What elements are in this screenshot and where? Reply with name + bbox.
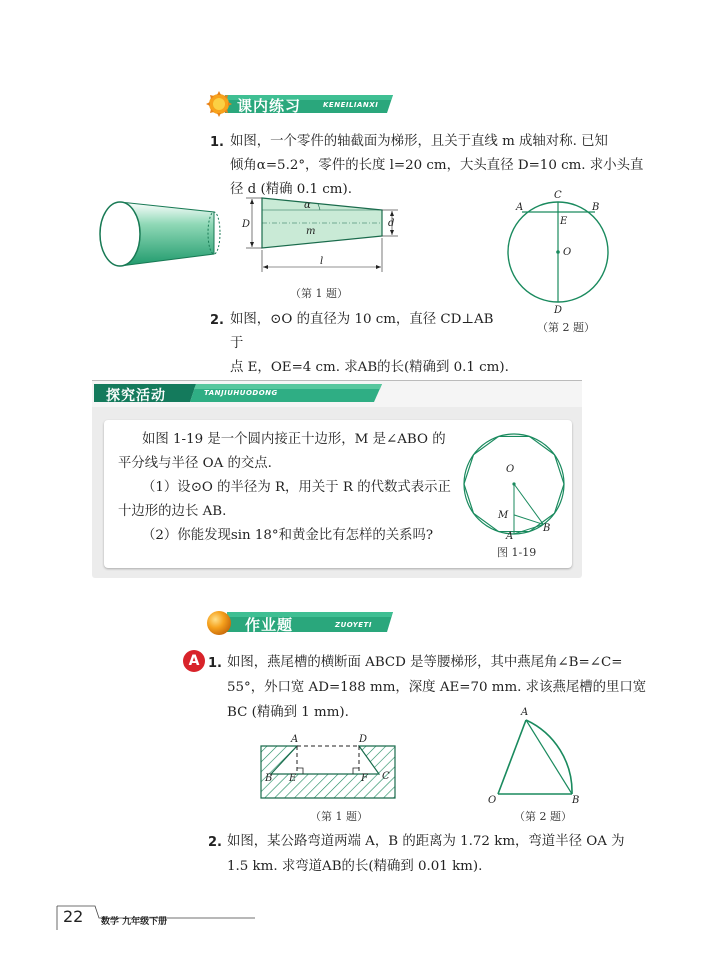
decagon-diagram bbox=[458, 426, 578, 546]
text-line: 十边形的边长 AB. bbox=[118, 504, 227, 519]
question-number: 2. bbox=[210, 313, 224, 328]
label-B: B bbox=[572, 795, 580, 806]
banner-subtitle: TANJIUHUODONG bbox=[204, 389, 278, 397]
radius-OB bbox=[514, 484, 543, 524]
text-line: 如图，某公路弯道两端 A，B 的距离为 1.72 km，弯道半径 OA 为 bbox=[227, 834, 625, 849]
explore-text bbox=[118, 428, 468, 548]
orange-ball-icon bbox=[205, 608, 235, 638]
label-C: C bbox=[382, 771, 390, 782]
figure-caption: 图 1-19 bbox=[497, 546, 537, 559]
label-A: A bbox=[506, 531, 514, 542]
text-line: BC (精确到 1 mm). bbox=[227, 705, 349, 720]
label-A: A bbox=[291, 734, 299, 745]
banner-title: 作业题 bbox=[245, 616, 294, 634]
banner-title: 探究活动 bbox=[106, 388, 166, 404]
banner-title: 课内练习 bbox=[237, 97, 302, 115]
label-O: O bbox=[563, 247, 572, 258]
text-line: 如图 1-19 是一个圆内接正十边形，M 是∠ABO 的 bbox=[142, 432, 446, 447]
page-footer bbox=[55, 904, 275, 932]
homework-q2-text bbox=[227, 829, 647, 879]
trapezoid-diagram bbox=[240, 190, 410, 280]
question-number: 2. bbox=[208, 835, 222, 850]
text-line: 55°，外口宽 AD=188 mm，深度 AE=70 mm. 求该燕尾槽的里口宽 bbox=[227, 680, 647, 695]
figure-caption: （第 1 题） bbox=[290, 287, 348, 300]
book-title: 数学 九年级下册 bbox=[101, 917, 168, 927]
label-D: D bbox=[554, 305, 563, 316]
label-B: B bbox=[592, 202, 600, 213]
section-banner-practice bbox=[205, 92, 395, 116]
sun-icon bbox=[205, 90, 233, 118]
label-B: B bbox=[265, 773, 273, 784]
frustum-3d-figure bbox=[92, 196, 222, 276]
label-C: C bbox=[554, 190, 562, 201]
dovetail-diagram bbox=[255, 728, 405, 804]
label-d: d bbox=[388, 218, 395, 229]
text-line: 平分线与半径 OA 的交点. bbox=[118, 456, 272, 471]
text-line: 如图，一个零件的轴截面为梯形，且关于直线 m 成轴对称. 已知 bbox=[230, 134, 608, 149]
question-2-text bbox=[230, 308, 510, 380]
label-D: D bbox=[242, 219, 251, 230]
bisector-BM bbox=[514, 515, 543, 525]
label-alpha: α bbox=[304, 200, 311, 211]
side-AB bbox=[514, 524, 543, 534]
label-m: m bbox=[306, 226, 316, 237]
figure-caption: （第 2 题） bbox=[514, 810, 572, 823]
question-number: 1. bbox=[210, 135, 224, 150]
banner-subtitle: KENEILIANXI bbox=[323, 101, 379, 109]
text-line: 如图，⊙O 的直径为 10 cm，直径 CD⊥AB 于 bbox=[230, 312, 494, 351]
label-A: A bbox=[521, 707, 529, 718]
page-number: 22 bbox=[63, 907, 84, 926]
label-A: A bbox=[516, 202, 524, 213]
center-point bbox=[512, 482, 515, 485]
label-D: D bbox=[359, 734, 368, 745]
text-line: 如图，燕尾槽的横断面 ABCD 是等腰梯形，其中燕尾角∠B=∠C= bbox=[227, 655, 623, 670]
label-F: F bbox=[361, 773, 368, 784]
section-banner-homework bbox=[205, 608, 395, 636]
question-number: 1. bbox=[208, 656, 222, 671]
level-a-badge: A bbox=[183, 650, 205, 672]
label-M: M bbox=[498, 510, 509, 521]
label-B: B bbox=[543, 523, 551, 534]
decagon-shape bbox=[464, 434, 564, 534]
label-E: E bbox=[560, 216, 568, 227]
text-line: 点 E，OE=4 cm. 求AB的长(精确到 0.1 cm). bbox=[230, 360, 509, 375]
circle-chord-diagram bbox=[500, 188, 615, 318]
figure-caption: （第 2 题） bbox=[537, 321, 595, 334]
label-E: E bbox=[289, 773, 297, 784]
text-line: （2）你能发现sin 18°和黄金比有怎样的关系吗? bbox=[142, 528, 434, 543]
text-line: 1.5 km. 求弯道AB的长(精确到 0.01 km). bbox=[227, 859, 483, 874]
label-l: l bbox=[320, 256, 324, 267]
text-line: 径 d (精确 0.1 cm). bbox=[230, 182, 352, 197]
label-O: O bbox=[488, 795, 497, 806]
label-O: O bbox=[506, 464, 515, 475]
text-line: 倾角α=5.2°，零件的长度 l=20 cm，大头直径 D=10 cm. 求小头直 bbox=[230, 158, 644, 173]
text-line: （1）设⊙O 的半径为 R，用关于 R 的代数式表示正 bbox=[142, 480, 451, 495]
banner-subtitle: ZUOYETI bbox=[335, 621, 372, 629]
figure-caption: （第 1 题） bbox=[310, 810, 368, 823]
road-curve-diagram bbox=[482, 704, 592, 808]
